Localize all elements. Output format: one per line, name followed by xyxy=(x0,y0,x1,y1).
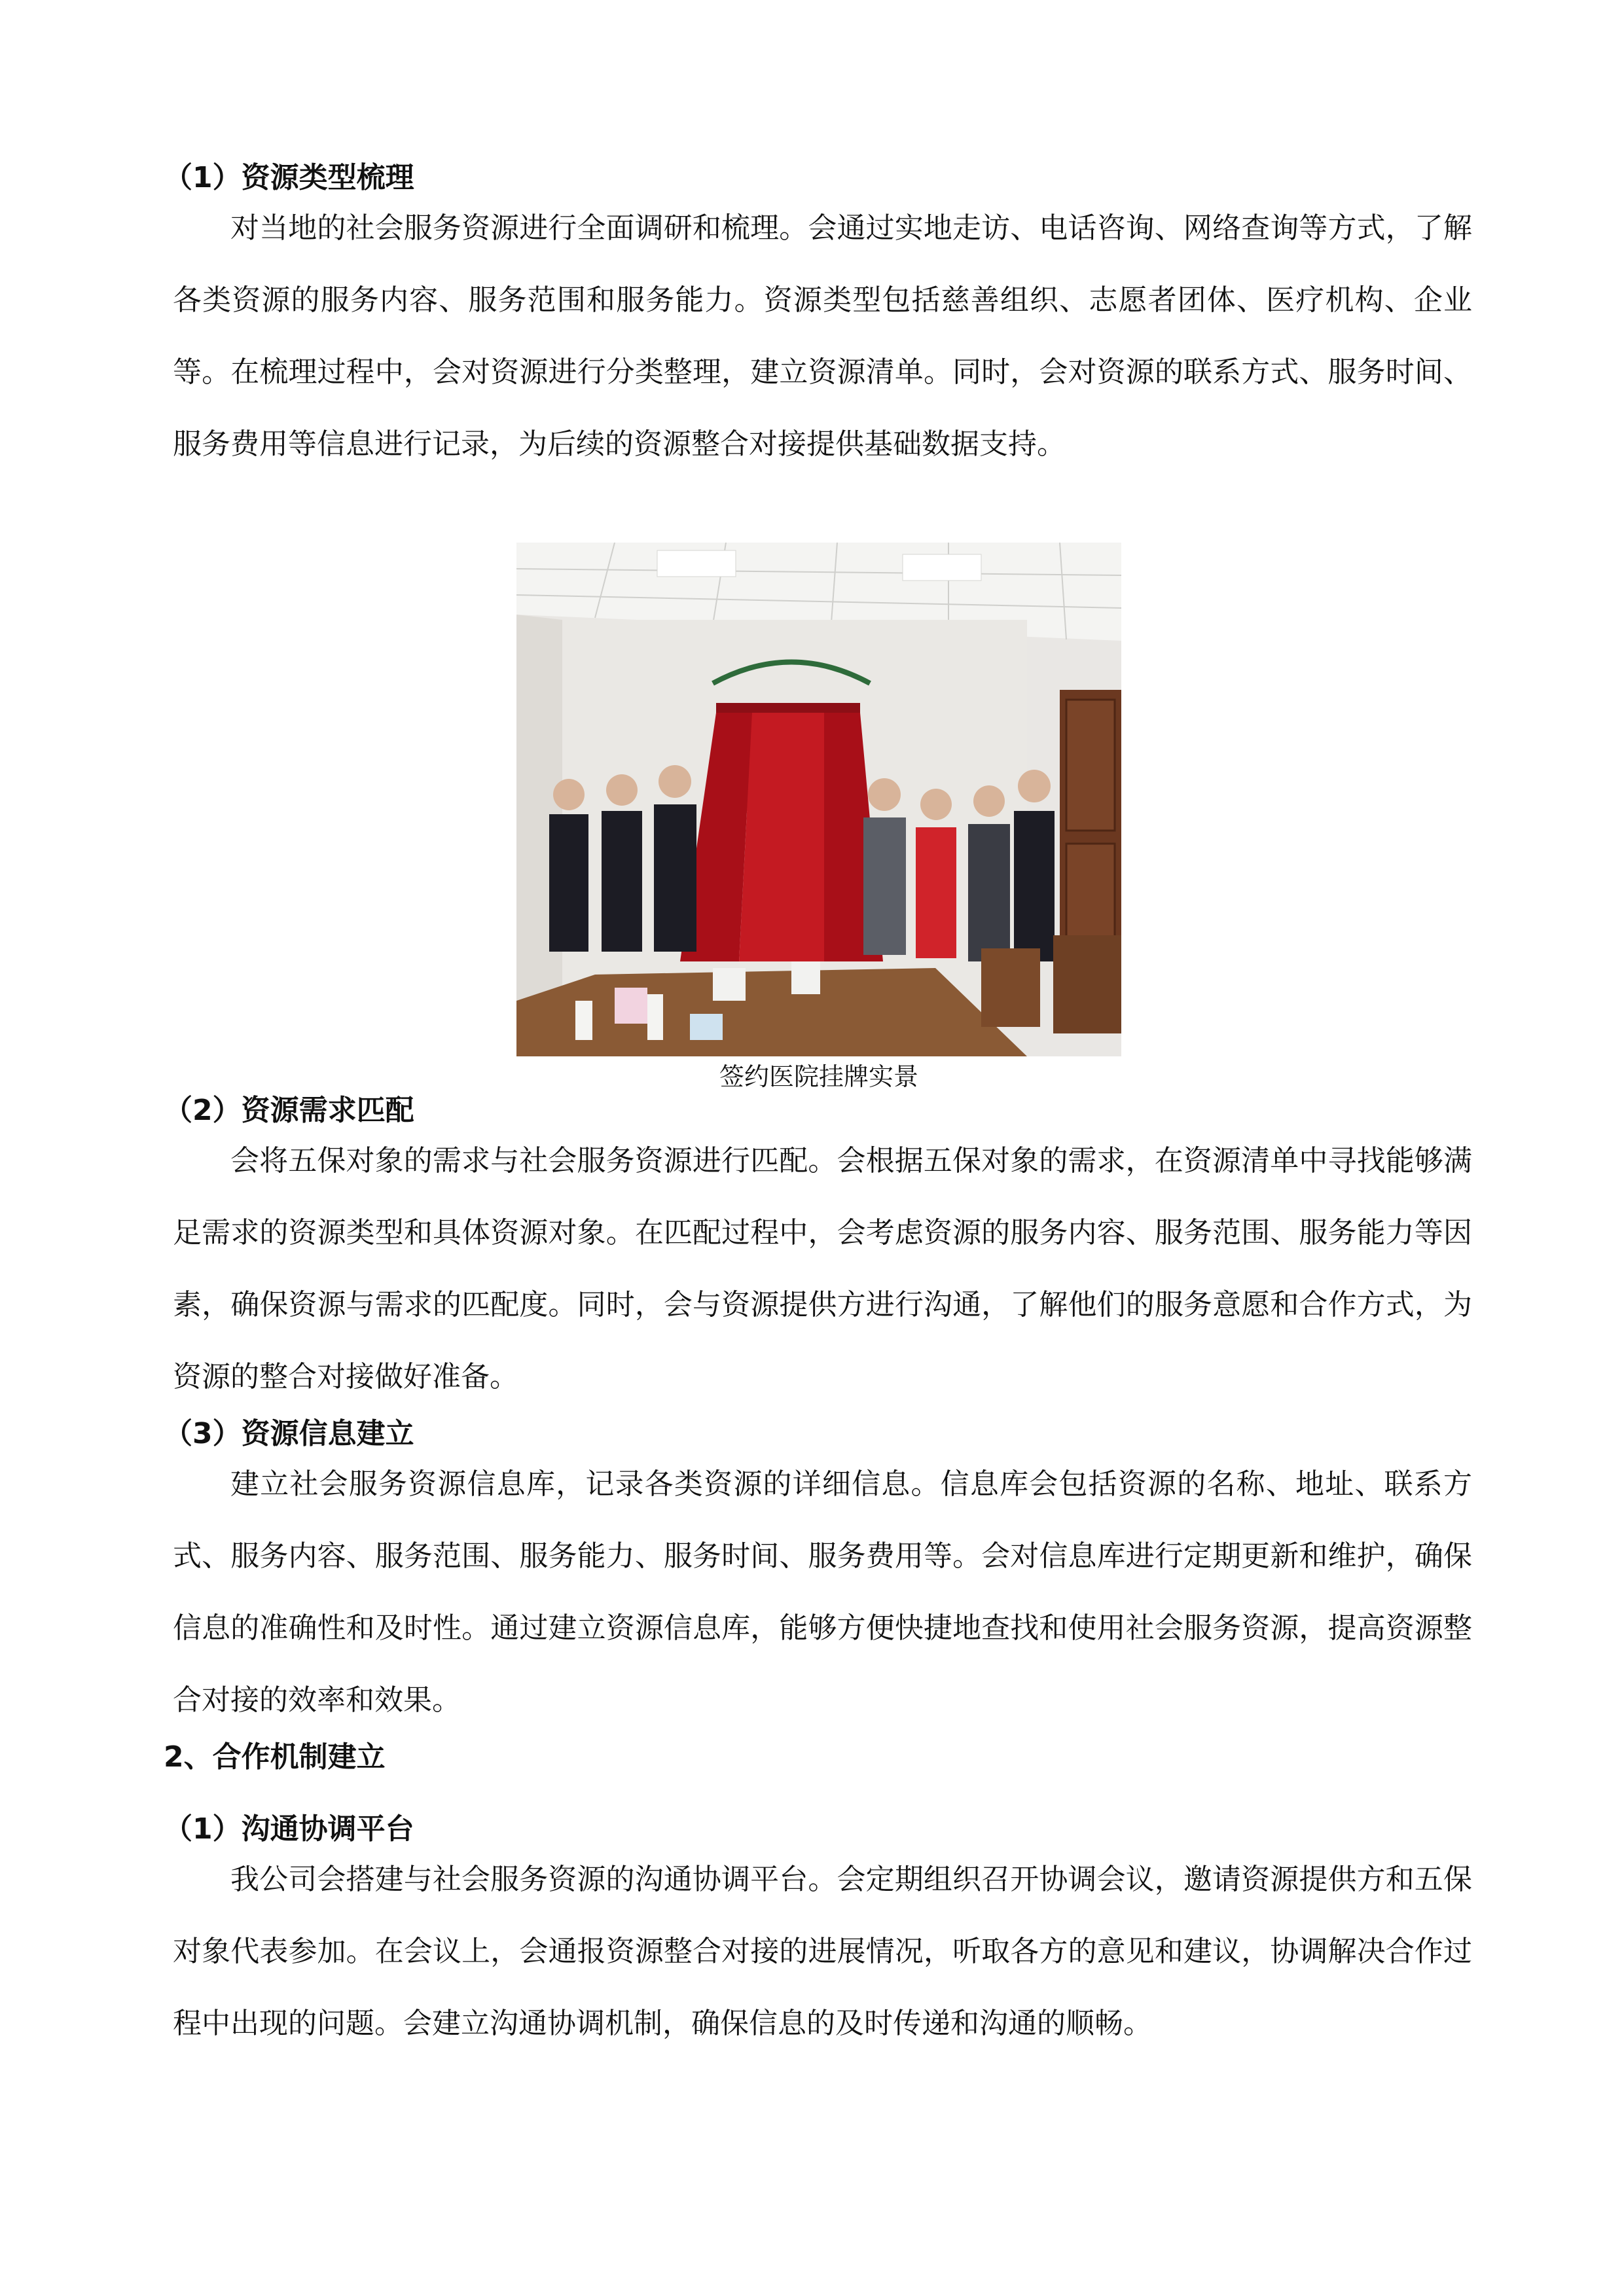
section-heading-cooperation-mechanism: 2、合作机制建立 xyxy=(164,1740,386,1774)
section-heading-demand-matching: （2）资源需求匹配 xyxy=(164,1094,414,1127)
section-heading-info-building: （3）资源信息建立 xyxy=(164,1417,414,1450)
section-heading-resource-types: （1）资源类型梳理 xyxy=(164,161,414,194)
section-body-resource-types: 对当地的社会服务资源进行全面调研和梳理。会通过实地走访、电话咨询、网络查询等方式，了解各类资源的服务内容、服务范围和服务能力。资源类型包括慈善组织、志愿者团体、医疗机构、企业等。在梳理过程中，会对资源进行分类整理，建立资源清单。同时，会对资源的联系方式、服务时间、服务费用等信息进行记录，为后续的资源整合对接提供基础数据支持。 xyxy=(173,211,1472,461)
section-body-demand-matching: 会将五保对象的需求与社会服务资源进行匹配。会根据五保对象的需求，在资源清单中寻找能够满足需求的资源类型和具体资源对象。在匹配过程中，会考虑资源的服务内容、服务范围、服务能力等因素，确保资源与需求的匹配度。同时，会与资源提供方进行沟通，了解他们的服务意愿和合作方式，为资源的整合对接做好准备。 xyxy=(173,1144,1472,1393)
section-body-coordination-platform: 我公司会搭建与社会服务资源的沟通协调平台。会定期组织召开协调会议，邀请资源提供方和五保对象代表参加。在会议上，会通报资源整合对接的进展情况，听取各方的意见和建议，协调解决合作过程中出现的问题。会建立沟通协调机制，确保信息的及时传递和沟通的顺畅。 xyxy=(173,1863,1472,2040)
section-heading-coordination-platform: （1）沟通协调平台 xyxy=(164,1812,414,1846)
hospital-plaque-photo xyxy=(516,543,1121,1056)
figure-caption: 签约医院挂牌实景 xyxy=(719,1062,918,1091)
section-body-info-building: 建立社会服务资源信息库，记录各类资源的详细信息。信息库会包括资源的名称、地址、联系方式、服务内容、服务范围、服务能力、服务时间、服务费用等。会对信息库进行定期更新和维护，确保信息的准确性和及时性。通过建立资源信息库，能够方便快捷地查找和使用社会服务资源，提高资源整合对接的效率和效果。 xyxy=(173,1467,1472,1717)
